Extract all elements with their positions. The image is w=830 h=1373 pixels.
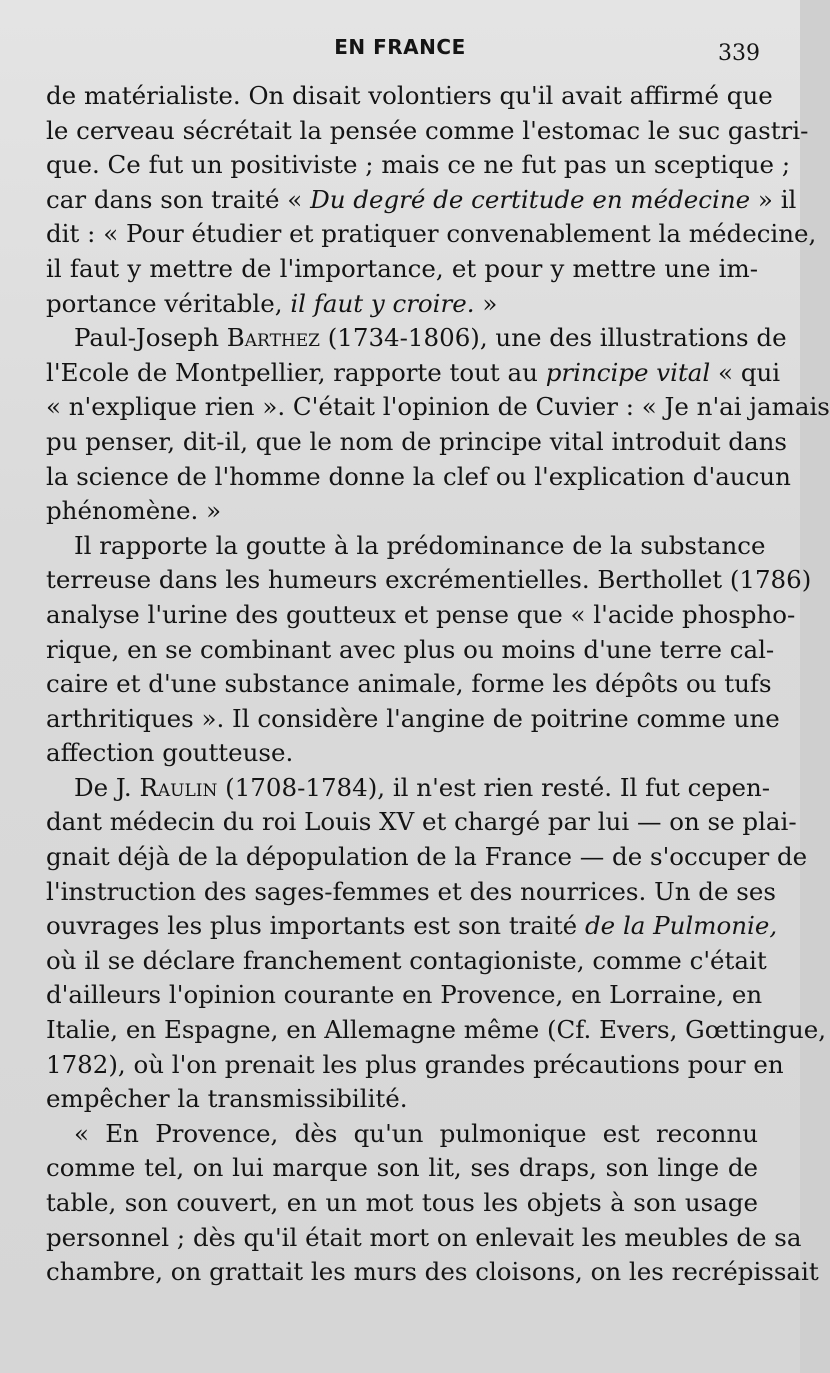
- text-segment: arthritiques ». Il considère l'angine de poitrine comme une: [46, 703, 780, 733]
- text-line: [46, 1255, 819, 1290]
- text-segment: 1782), où l'on prenait les plus grandes précautions pour en: [46, 1049, 784, 1079]
- text-segment: il faut y mettre de l'importance, et pour y mettre une im-: [46, 253, 758, 283]
- text-segment: « En Provence, dès qu'un pulmonique est reconnu: [74, 1118, 758, 1148]
- text-line: [46, 425, 787, 460]
- text-line: [46, 183, 797, 218]
- text-line: [46, 978, 763, 1013]
- text-segment: l'instruction des sages-femmes et des nourrices. Un de ses: [46, 876, 776, 906]
- text-line: [46, 909, 778, 944]
- italic-text: de la Pulmonie,: [584, 911, 778, 941]
- text-line: [46, 1151, 758, 1186]
- text-line: [46, 736, 758, 771]
- text-segment: comme tel, on lui marque son lit, ses draps, son linge de: [46, 1153, 758, 1183]
- text-segment: Il rapporte la goutte à la prédominance de la substance: [74, 530, 766, 560]
- text-segment: »: [474, 288, 498, 318]
- text-segment: gnait déjà de la dépopulation de la France — de s'occuper de: [46, 842, 808, 872]
- text-segment: dit : « Pour étudier et pratiquer convenablement la médecine,: [46, 219, 817, 249]
- text-segment: affection goutteuse.: [46, 738, 294, 768]
- page-number: 339: [718, 41, 760, 66]
- text-line: [46, 494, 758, 529]
- text-line: [46, 563, 812, 598]
- text-segment: De J.: [74, 772, 140, 802]
- text-segment: dant médecin du roi Louis XV et chargé par lui — on se plai-: [46, 807, 797, 837]
- small-caps-name: Raulin: [139, 772, 218, 802]
- text-segment: caire et d'une substance animale, forme les dépôts ou tufs: [46, 669, 772, 699]
- text-line: [46, 944, 767, 979]
- text-segment: phénomène. »: [46, 496, 222, 526]
- text-segment: Italie, en Espagne, en Allemagne même (Cf. Evers, Gœttingue,: [46, 1015, 827, 1045]
- text-line: [46, 598, 796, 633]
- text-line: [46, 1048, 784, 1083]
- text-line: [46, 321, 787, 356]
- text-segment: « n'explique rien ». C'était l'opinion de Cuvier : « Je n'ai jamais: [46, 392, 830, 422]
- text-segment: (1734-1806), une des illustrations de: [319, 323, 787, 353]
- small-caps-name: Barthez: [226, 323, 320, 353]
- text-line: [46, 633, 775, 668]
- text-line: [46, 114, 809, 149]
- running-title: EN FRANCE: [334, 35, 466, 59]
- text-segment: ouvrages les plus importants est son traité: [46, 911, 585, 941]
- text-segment: portance véritable,: [46, 288, 291, 318]
- text-line: [46, 356, 781, 391]
- text-segment: le cerveau sécrétait la pensée comme l'estomac le suc gastri-: [46, 115, 809, 145]
- text-line: [46, 1082, 758, 1117]
- text-line: [46, 1013, 827, 1048]
- body-text: [46, 79, 830, 1290]
- running-head: [0, 35, 800, 67]
- text-segment: la science de l'homme donne la clef ou l'explication d'aucun: [46, 461, 791, 491]
- text-line: [46, 1186, 758, 1221]
- text-line: [46, 529, 766, 564]
- text-segment: empêcher la transmissibilité.: [46, 1084, 408, 1114]
- text-segment: chambre, on grattait les murs des cloisons, on les recrépissait: [46, 1257, 819, 1287]
- italic-text: principe vital: [545, 357, 711, 387]
- text-segment: personnel ; dès qu'il était mort on enlevait les meubles de sa: [46, 1222, 802, 1252]
- text-segment: terreuse dans les humeurs excrémentielles. Berthollet (1786): [46, 565, 812, 595]
- text-segment: pu penser, dit-il, que le nom de principe vital introduit dans: [46, 426, 787, 456]
- italic-text: il faut y croire.: [290, 288, 475, 318]
- text-segment: « qui: [710, 357, 781, 387]
- text-line: [46, 771, 771, 806]
- text-segment: Paul-Joseph: [74, 323, 227, 353]
- text-line: [46, 79, 773, 114]
- text-segment: d'ailleurs l'opinion courante en Provence, en Lorraine, en: [46, 980, 763, 1010]
- text-segment: analyse l'urine des goutteux et pense que « l'acide phospho-: [46, 599, 796, 629]
- text-line: [46, 702, 780, 737]
- text-line: [46, 667, 772, 702]
- text-segment: » il: [750, 184, 797, 214]
- text-line: [46, 1221, 802, 1256]
- italic-text: Du degré de certitude en médecine: [310, 184, 751, 214]
- text-line: [46, 287, 758, 322]
- text-segment: de matérialiste. On disait volontiers qu'il avait affirmé que: [46, 81, 773, 110]
- text-line: [46, 805, 797, 840]
- text-line: [46, 1117, 758, 1152]
- text-line: [46, 390, 830, 425]
- text-segment: (1708-1784), il n'est rien resté. Il fut cepen-: [217, 772, 771, 802]
- text-line: [46, 840, 808, 875]
- text-line: [46, 252, 758, 287]
- text-segment: l'Ecole de Montpellier, rapporte tout au: [46, 357, 546, 387]
- text-segment: rique, en se combinant avec plus ou moins d'une terre cal-: [46, 634, 775, 664]
- text-segment: table, son couvert, en un mot tous les objets à son usage: [46, 1188, 758, 1217]
- text-segment: où il se déclare franchement contagioniste, comme c'était: [46, 945, 767, 975]
- text-line: [46, 148, 791, 183]
- text-line: [46, 460, 791, 495]
- text-line: [46, 875, 776, 910]
- text-segment: car dans son traité «: [46, 184, 311, 214]
- text-segment: que. Ce fut un positiviste ; mais ce ne fut pas un sceptique ;: [46, 150, 791, 180]
- text-line: [46, 217, 817, 252]
